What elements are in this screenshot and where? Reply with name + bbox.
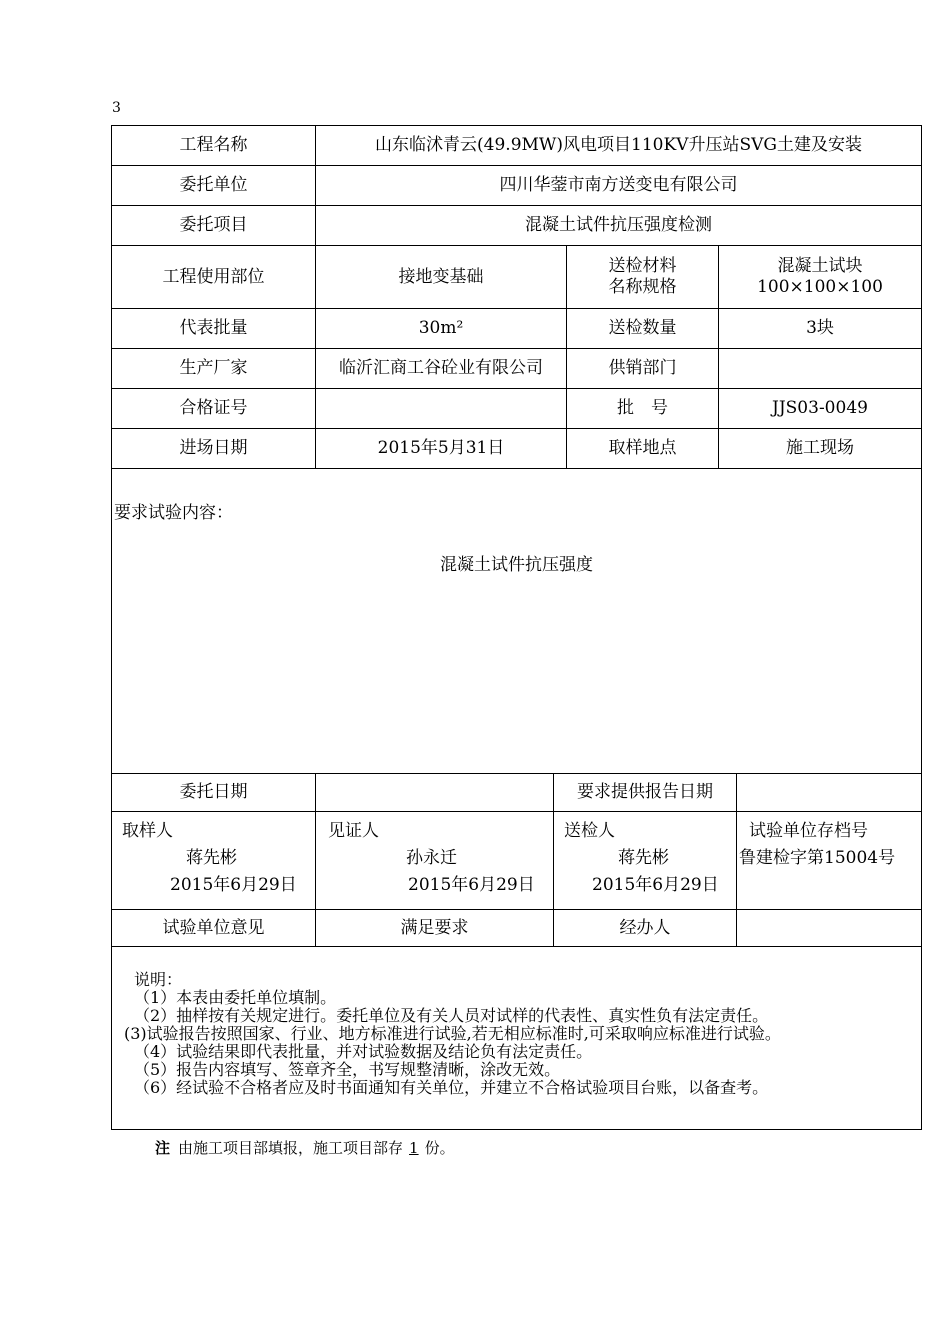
item-value: 混凝土试件抗压强度检测 bbox=[316, 206, 922, 246]
note-item: (3)试验报告按照国家、行业、地方标准进行试验,若无相应标准时,可采取响应标准进行试验。 bbox=[124, 1024, 781, 1043]
client-label: 委托单位 bbox=[112, 166, 316, 206]
inspector-date: 2015年6月29日 bbox=[592, 874, 719, 895]
footer-text-before: 由施工项目部填报，施工项目部存 bbox=[178, 1139, 404, 1157]
supplier-label: 供销部门 bbox=[567, 349, 719, 389]
notes-section bbox=[112, 947, 922, 1130]
sampling-place-label: 取样地点 bbox=[567, 429, 719, 469]
note-item: （5）报告内容填写、签章齐全，书写规整清晰，涂改无效。 bbox=[134, 1060, 561, 1079]
note-item: （2）抽样按有关规定进行。委托单位及有关人员对试样的代表性、真实性负有法定责任。 bbox=[134, 1006, 769, 1025]
archive-number: 鲁建检字第15004号 bbox=[739, 847, 896, 868]
sampler-name: 蒋先彬 bbox=[186, 847, 237, 868]
batch-label: 代表批量 bbox=[112, 309, 316, 349]
quantity-label: 送检数量 bbox=[567, 309, 719, 349]
note-item: （4）试验结果即代表批量，并对试验数据及结论负有法定责任。 bbox=[134, 1042, 593, 1061]
cert-label: 合格证号 bbox=[112, 389, 316, 429]
page-number: 3 bbox=[112, 100, 121, 116]
footer-note-mark: 注 bbox=[155, 1139, 171, 1157]
report-date-value bbox=[737, 774, 922, 812]
material-value-line1: 混凝土试块 bbox=[777, 255, 863, 276]
arrival-value: 2015年5月31日 bbox=[316, 429, 567, 469]
witness-cell bbox=[316, 812, 554, 910]
commission-date-label: 委托日期 bbox=[112, 774, 316, 812]
sampling-place-value: 施工现场 bbox=[719, 429, 922, 469]
quantity-value: 3块 bbox=[719, 309, 922, 349]
inspector-name: 蒋先彬 bbox=[618, 847, 669, 868]
material-label bbox=[567, 246, 719, 309]
witness-label: 见证人 bbox=[328, 820, 379, 841]
witness-name: 孙永迁 bbox=[406, 847, 457, 868]
sampler-cell bbox=[112, 812, 316, 910]
note-item: （1）本表由委托单位填制。 bbox=[134, 988, 337, 1007]
material-label-line1: 送检材料 bbox=[608, 255, 677, 276]
opinion-value: 满足要求 bbox=[316, 910, 554, 947]
witness-date: 2015年6月29日 bbox=[408, 874, 535, 895]
notes-title: 说明： bbox=[134, 970, 183, 989]
location-label: 工程使用部位 bbox=[112, 246, 316, 309]
project-name-value: 山东临沭青云(49.9MW)风电项目110KV升压站SVG土建及安装 bbox=[316, 126, 922, 166]
material-value-line2: 100×100×100 bbox=[757, 277, 883, 297]
sampler-label: 取样人 bbox=[122, 820, 173, 841]
manufacturer-value: 临沂汇商工谷砼业有限公司 bbox=[316, 349, 567, 389]
signature-table bbox=[111, 773, 922, 1130]
footer-count: 1 bbox=[409, 1139, 419, 1157]
batch-value: 30m² bbox=[316, 309, 567, 349]
supplier-value bbox=[719, 349, 922, 389]
commission-date-value bbox=[316, 774, 554, 812]
archive-label: 试验单位存档号 bbox=[749, 820, 868, 841]
requirement-section bbox=[112, 469, 922, 774]
item-label: 委托项目 bbox=[112, 206, 316, 246]
inspector-label: 送检人 bbox=[564, 820, 615, 841]
lot-label: 批 号 bbox=[567, 389, 719, 429]
cert-value bbox=[316, 389, 567, 429]
footer-note bbox=[155, 1137, 455, 1158]
material-label-line2: 名称规格 bbox=[608, 277, 677, 297]
report-date-label: 要求提供报告日期 bbox=[554, 774, 737, 812]
note-item: （6）经试验不合格者应及时书面通知有关单位，并建立不合格试验项目台账，以备查考。 bbox=[134, 1078, 769, 1097]
project-name-label: 工程名称 bbox=[112, 126, 316, 166]
requirement-label: 要求试验内容： bbox=[114, 503, 233, 523]
arrival-label: 进场日期 bbox=[112, 429, 316, 469]
handler-label: 经办人 bbox=[554, 910, 737, 947]
manufacturer-label: 生产厂家 bbox=[112, 349, 316, 389]
client-value: 四川华蓥市南方送变电有限公司 bbox=[316, 166, 922, 206]
lot-value: JJS03-0049 bbox=[719, 389, 922, 429]
inspector-cell bbox=[554, 812, 737, 910]
handler-value bbox=[737, 910, 922, 947]
footer-text-after: 份。 bbox=[424, 1139, 455, 1157]
archive-cell bbox=[737, 812, 922, 910]
commission-info-table bbox=[111, 125, 922, 774]
location-value: 接地变基础 bbox=[316, 246, 567, 309]
requirement-content: 混凝土试件抗压强度 bbox=[440, 555, 593, 575]
sampler-date: 2015年6月29日 bbox=[170, 874, 297, 895]
material-value bbox=[719, 246, 922, 309]
opinion-label: 试验单位意见 bbox=[112, 910, 316, 947]
